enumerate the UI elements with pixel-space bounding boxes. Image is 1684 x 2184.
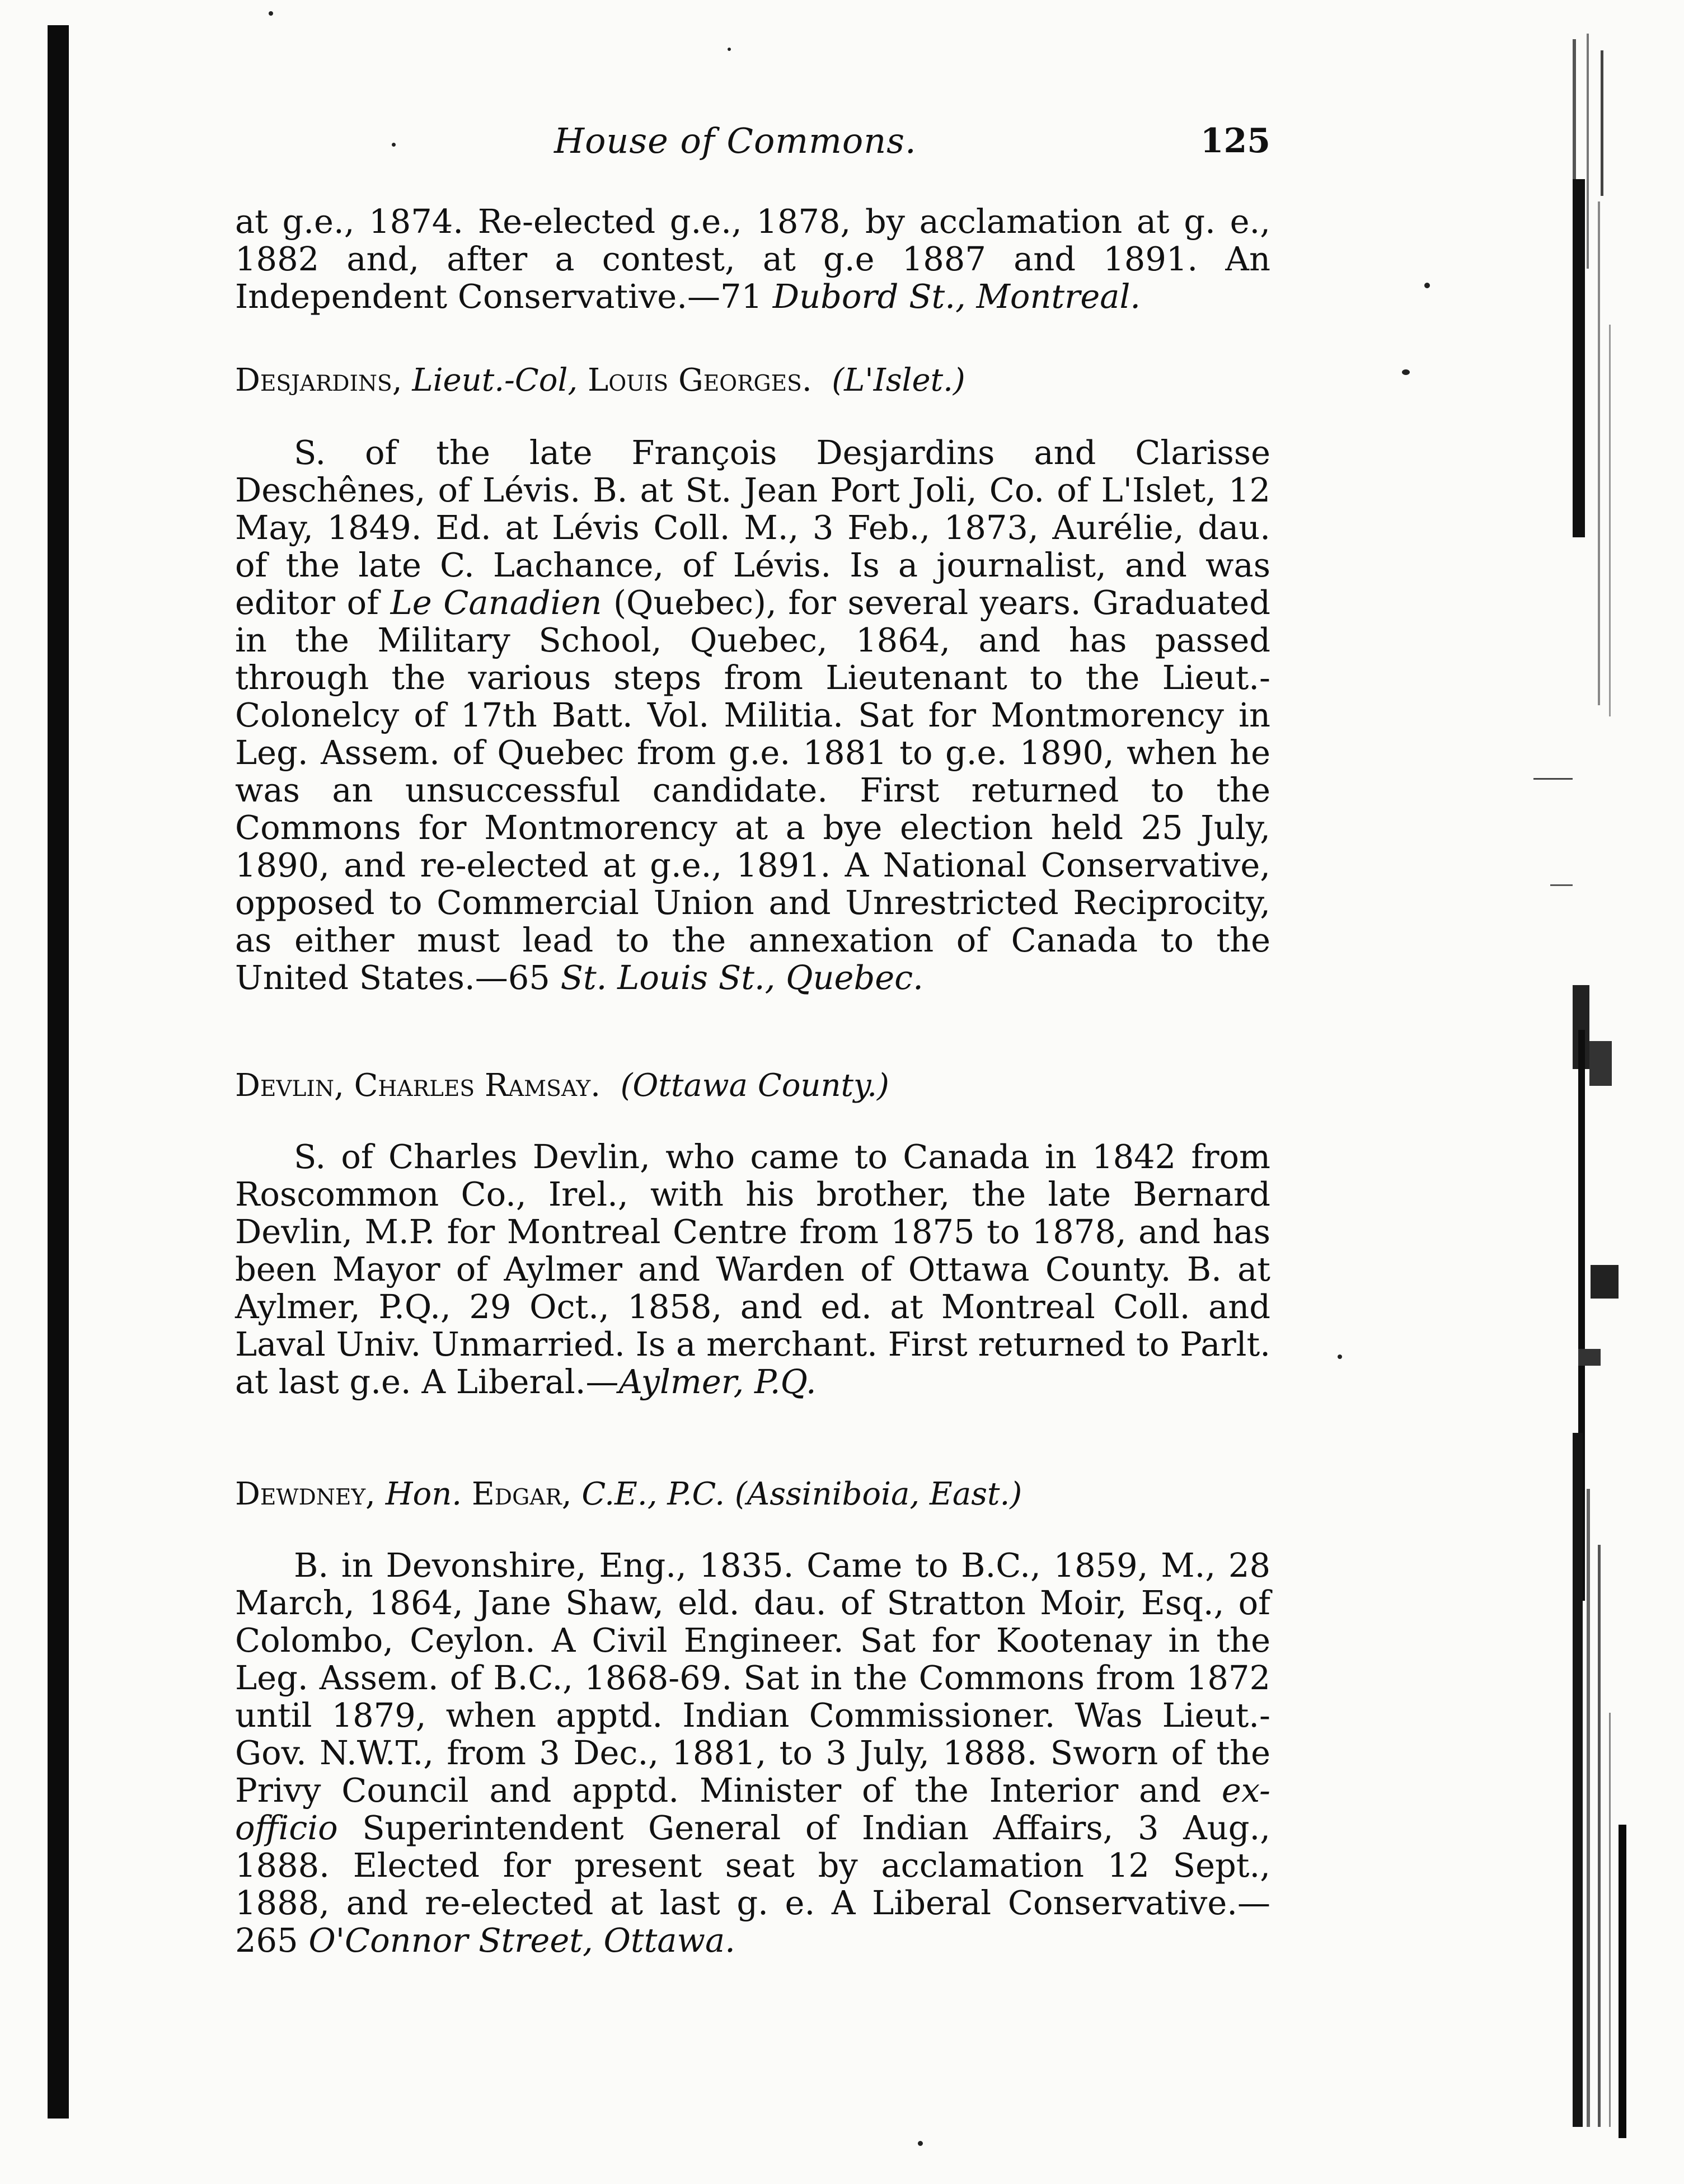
scan-edge-artifact — [1489, 34, 1629, 2144]
entry-body-text: Superintendent General of Indian Affairs, 3 Aug., 1888. Elected for present seat by acclamation 12 Sept., 1888, and re-elected at last g. e. A Liberal Conservative.—265 — [235, 1808, 1270, 1960]
entry-address: St. Louis St., Quebec. — [560, 958, 923, 997]
scan-speck — [1424, 283, 1430, 288]
entry-constituency: (L'Islet.) — [832, 362, 965, 399]
running-title: House of Commons. — [554, 120, 917, 161]
entry-heading — [235, 1066, 1287, 1105]
entry-surname: Devlin, — [235, 1067, 344, 1104]
entry-surname: Desjardins, — [235, 362, 402, 399]
continued-entry-address: Dubord St., Montreal. — [772, 277, 1141, 316]
scan-speck — [269, 11, 273, 16]
entry-address: O'Connor Street, Ottawa. — [308, 1921, 735, 1960]
entry-body-text: S. of Charles Devlin, who came to Canada in 1842 from Roscommon Co., Irel., with his brother, the late Bernard Devlin, M.P. for Montreal Centre from 1875 to 1878, and has been Mayor of Aylmer and Warden of Ottawa County. B. at Aylmer, P.Q., 29 Oct., 1858, and ed. at Montreal Coll. and Laval Univ. Unmarried. Is a merchant. First returned to Parlt. at last g.e. A Liberal.— — [235, 1137, 1270, 1401]
running-head — [241, 120, 1282, 182]
entry-given-names: Charles Ramsay. — [354, 1067, 601, 1104]
entry-heading — [235, 1475, 1287, 1514]
scan-speck — [918, 2141, 923, 2146]
entry-honorific: Lieut.-Col, — [412, 362, 578, 399]
entry-body — [235, 1138, 1270, 1400]
continued-entry-text: at g.e., 1874. Re-elected g.e., 1878, by acclamation at g. e., 1882 and, after a contest, at g.e 1887 and 1891. An Independent Conservative.—71 — [235, 202, 1270, 316]
entry-body-text: B. in Devonshire, Eng., 1835. Came to B.C., 1859, M., 28 March, 1864, Jane Shaw, eld. dau. of Stratton Moir, Esq., of Colombo, Ceylon. A Civil Engineer. Sat for Kootenay in the Leg. Assem. of B.C., 1868-69. Sat in the Commons from 1872 until 1879, when apptd. Indian Commissioner. Was Lieut.-Gov. N.W.T., from 3 Dec., 1881, to 3 July, 1888. Sworn of the Privy Council and apptd. Minister of the Interior and — [235, 1546, 1270, 1810]
entry-constituency: (Assiniboia, East.) — [734, 1476, 1022, 1512]
entry-body-italic: Le Canadien — [390, 583, 602, 622]
entry-surname: Dewdney, — [235, 1476, 376, 1512]
entry-body-text: (Quebec), for several years. Graduated in the Military School, Quebec, 1864, and has passed through the various steps from Lieutenant to the Lieut.-Colonelcy of 17th Batt. Vol. Militia. Sat for Montmorency in Leg. Assem. of Quebec from g.e. 1881 to g.e. 1890, when he was an unsuccessful candidate. First returned to the Commons for Montmorency at a bye election held 25 July, 1890, and re-elected at g.e., 1891. A National Conservative, opposed to Commercial Union and Unrestricted Reciprocity, as either must lead to the annexation of Canada to the United States.—65 — [235, 583, 1270, 997]
entry-given-names: Edgar, — [471, 1476, 572, 1512]
page-number: 125 — [1200, 121, 1270, 161]
scan-speck — [1338, 1355, 1342, 1359]
continued-entry — [235, 203, 1270, 315]
entry-honorific: Hon. — [385, 1476, 462, 1512]
entry-constituency: (Ottawa County.) — [620, 1067, 889, 1104]
entry-heading — [235, 361, 1287, 400]
entry-body — [235, 1546, 1270, 1959]
entry-body-text: S. of the late François Desjardins and Clarisse Deschênes, of Lévis. B. at St. Jean Port Joli, Co. of L'Islet, 12 May, 1849. Ed. at Lévis Coll. M., 3 Feb., 1873, Aurélie, dau. of the late C. Lachance, of Lévis. Is a journalist, and was editor of — [235, 433, 1270, 622]
entry-postnominals: C.E., P.C. — [581, 1476, 725, 1512]
binding-shadow — [48, 25, 69, 2119]
scan-speck — [1402, 369, 1410, 375]
entry-body — [235, 434, 1270, 996]
entry-given-names: Louis Georges. — [588, 362, 812, 399]
scan-speck — [728, 48, 731, 51]
entry-body-italic: ex-officio — [235, 1771, 1270, 1847]
entry-address: Aylmer, P.Q. — [618, 1362, 817, 1401]
